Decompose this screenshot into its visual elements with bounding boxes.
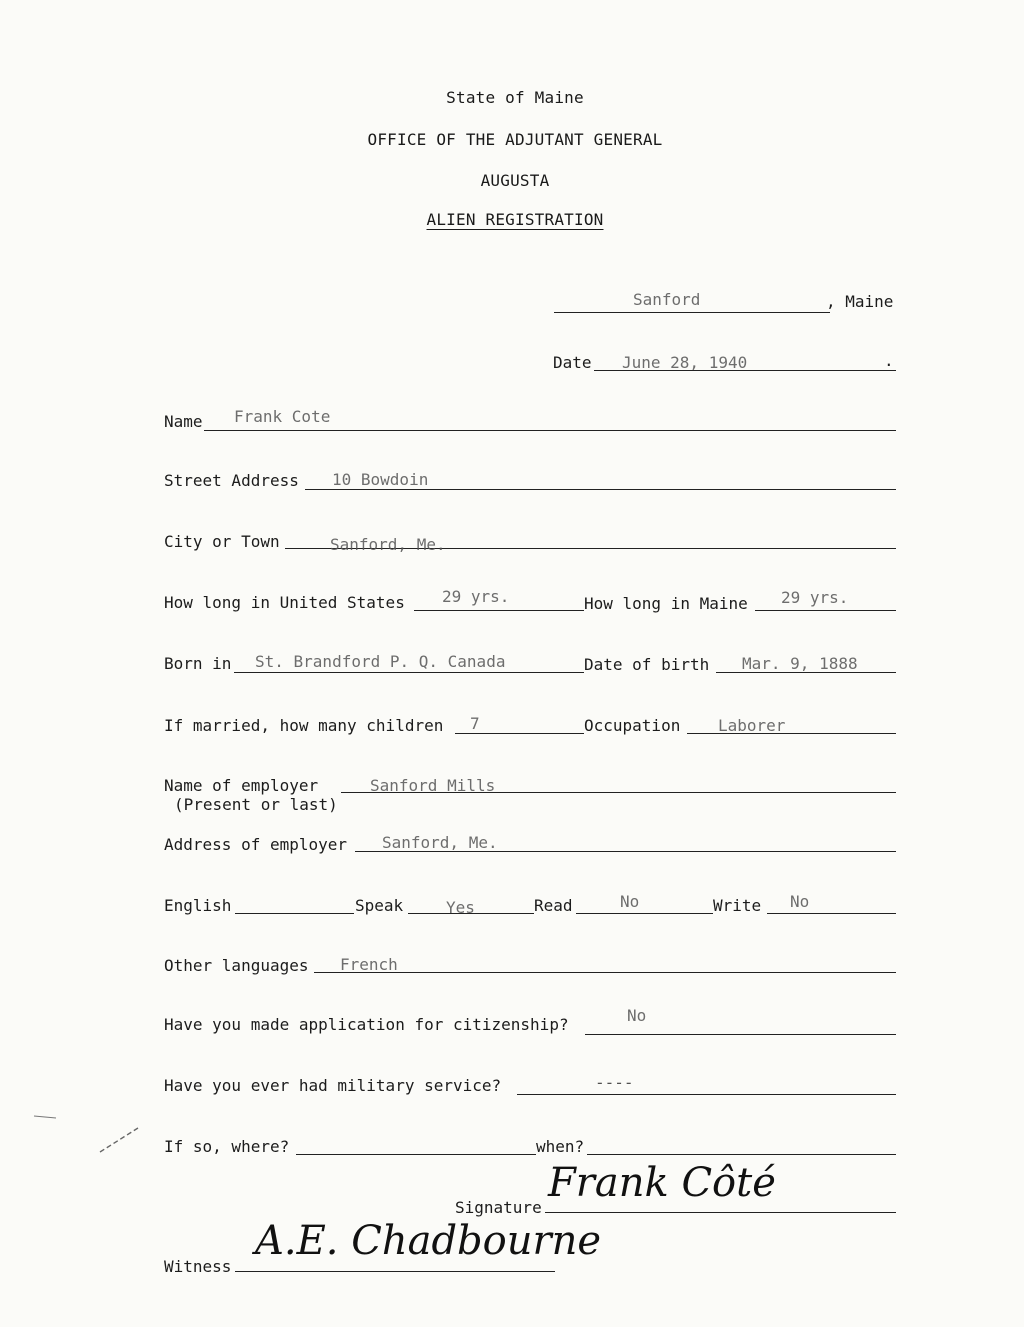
date-end: . xyxy=(884,351,894,370)
speak-value: Yes xyxy=(446,898,475,917)
write-value: No xyxy=(790,892,810,911)
office-heading: OFFICE OF THE ADJUTANT GENERAL xyxy=(367,130,663,149)
form-title: ALIEN REGISTRATION xyxy=(426,210,604,229)
place-line xyxy=(554,312,830,313)
how-long-us-label: How long in United States xyxy=(164,593,405,612)
write-label: Write xyxy=(713,896,762,915)
name-line xyxy=(204,430,896,431)
read-line xyxy=(576,913,713,914)
street-address-value: 10 Bowdoin xyxy=(332,470,429,489)
born-in-value: St. Brandford P. Q. Canada xyxy=(255,652,506,671)
signature-label: Signature xyxy=(455,1198,542,1217)
how-long-maine-value: 29 yrs. xyxy=(781,588,849,607)
how-long-us-value: 29 yrs. xyxy=(442,587,510,606)
english-line xyxy=(235,913,354,914)
english-label: English xyxy=(164,896,232,915)
date-label: Date xyxy=(553,353,592,372)
when-label: when? xyxy=(536,1137,585,1156)
street-address-line xyxy=(305,489,896,490)
read-label: Read xyxy=(534,896,573,915)
witness-line xyxy=(235,1271,555,1272)
citizenship-value: No xyxy=(627,1006,647,1025)
military-label: Have you ever had military service? xyxy=(164,1076,502,1095)
name-label: Name xyxy=(164,412,203,431)
witness-label: Witness xyxy=(164,1257,232,1276)
employer-address-label: Address of employer xyxy=(164,835,348,854)
how-long-maine-line xyxy=(755,610,896,611)
children-line xyxy=(455,733,584,734)
employer-sublabel: (Present or last) xyxy=(174,795,338,814)
military-line xyxy=(517,1094,896,1095)
citizenship-line xyxy=(585,1034,896,1035)
margin-pencil-mark xyxy=(30,1110,150,1160)
read-value: No xyxy=(620,892,640,911)
occupation-value: Laborer xyxy=(718,716,786,735)
children-label: If married, how many children xyxy=(164,716,444,735)
when-line xyxy=(587,1154,896,1155)
city-value: Sanford, Me. xyxy=(330,535,446,554)
military-value: ---- xyxy=(595,1073,634,1092)
date-of-birth-label: Date of birth xyxy=(584,655,710,674)
date-value: June 28, 1940 xyxy=(622,353,748,372)
born-in-line xyxy=(234,672,584,673)
place-suffix: , Maine xyxy=(826,292,894,311)
employer-address-value: Sanford, Me. xyxy=(382,833,498,852)
date-of-birth-value: Mar. 9, 1888 xyxy=(742,654,858,673)
where-label: If so, where? xyxy=(164,1137,290,1156)
street-address-label: Street Address xyxy=(164,471,299,490)
other-languages-value: French xyxy=(340,955,398,974)
born-in-label: Born in xyxy=(164,654,232,673)
city-label: City or Town xyxy=(164,532,280,551)
other-languages-line xyxy=(314,972,896,973)
place-value: Sanford xyxy=(633,290,701,309)
citizenship-label: Have you made application for citizenship? xyxy=(164,1015,569,1034)
employer-value: Sanford Mills xyxy=(370,776,496,795)
signature-handwriting: Frank Côté xyxy=(548,1160,776,1206)
occupation-label: Occupation xyxy=(584,716,681,735)
state-heading: State of Maine xyxy=(446,88,584,107)
signature-line xyxy=(545,1212,896,1213)
city-heading: AUGUSTA xyxy=(480,171,550,190)
other-languages-label: Other languages xyxy=(164,956,309,975)
employer-label: Name of employer xyxy=(164,776,319,795)
how-long-maine-label: How long in Maine xyxy=(584,594,748,613)
children-value: 7 xyxy=(470,714,480,733)
speak-label: Speak xyxy=(355,896,404,915)
write-line xyxy=(767,913,896,914)
how-long-us-line xyxy=(414,610,584,611)
witness-handwriting: A.E. Chadbourne xyxy=(255,1218,602,1264)
where-line xyxy=(296,1154,536,1155)
name-value: Frank Cote xyxy=(234,407,331,426)
